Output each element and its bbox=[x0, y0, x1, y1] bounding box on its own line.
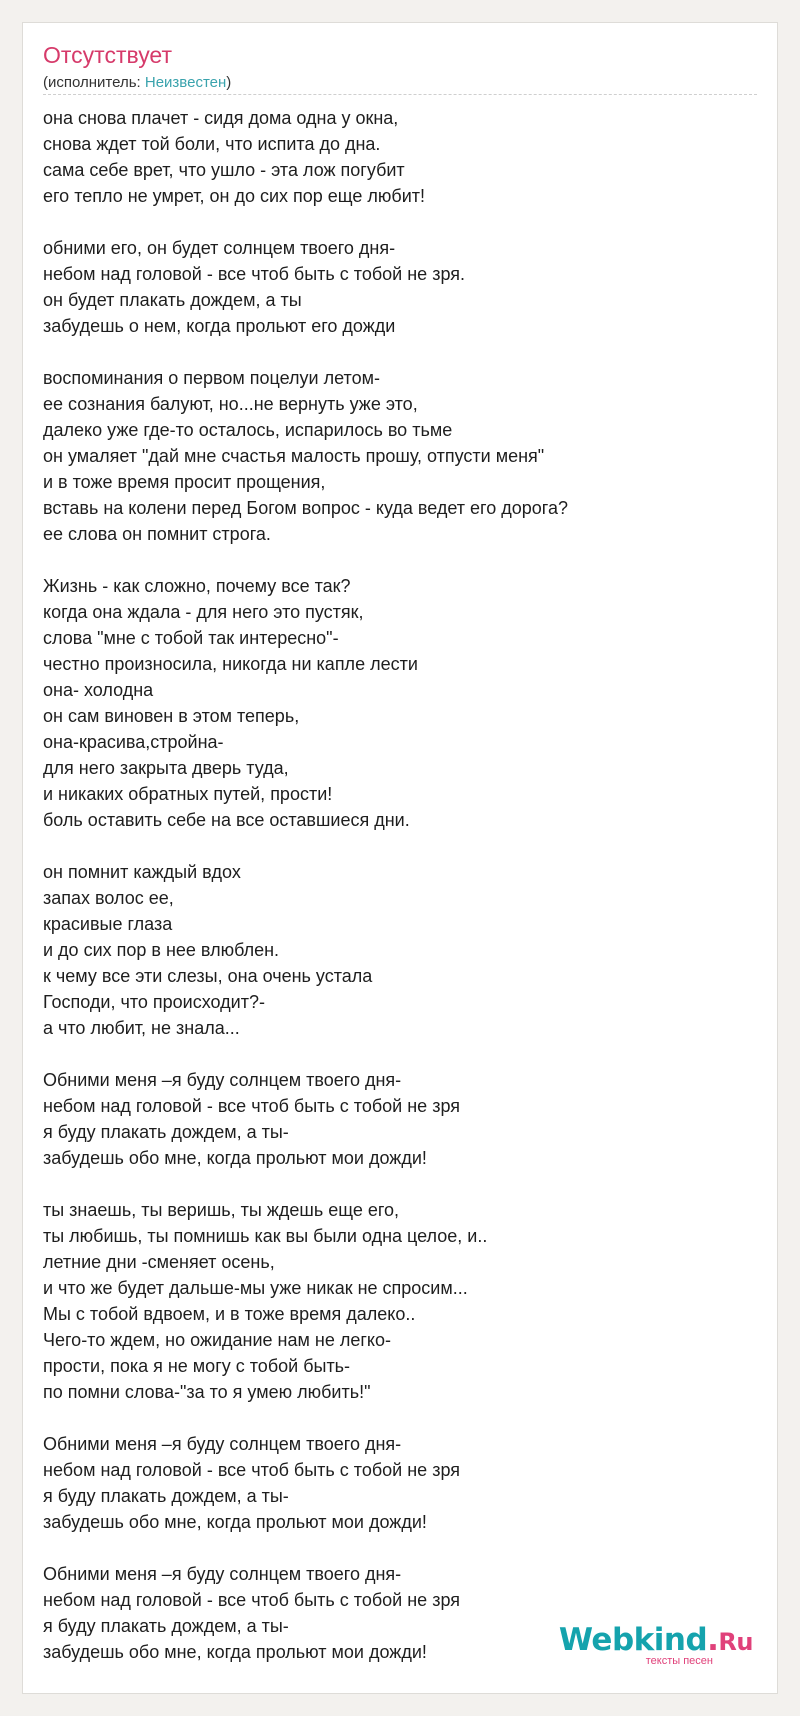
lyric-line: а что любит, не знала... bbox=[43, 1018, 240, 1038]
lyric-line: забудешь обо мне, когда прольют мои дожди! bbox=[43, 1642, 427, 1662]
lyric-line: для него закрыта дверь туда, bbox=[43, 758, 289, 778]
lyric-line: его тепло не умрет, он до сих пор еще любит! bbox=[43, 186, 426, 206]
lyric-line: к чему все эти слезы, она очень устала bbox=[43, 966, 373, 986]
lyric-line: Обними меня –я буду солнцем твоего дня- bbox=[43, 1564, 402, 1584]
lyric-line: Обними меня –я буду солнцем твоего дня- bbox=[43, 1434, 402, 1454]
lyric-line: боль оставить себе на все оставшиеся дни. bbox=[43, 810, 410, 830]
lyrics-body bbox=[43, 105, 763, 1691]
lyrics-card bbox=[22, 22, 778, 1694]
artist-suffix: ) bbox=[226, 74, 232, 91]
lyric-line: Господи, что происходит?- bbox=[43, 992, 265, 1012]
lyric-line: ты знаешь, ты веришь, ты ждешь еще его, bbox=[43, 1200, 400, 1220]
lyric-line: он помнит каждый вдох bbox=[43, 862, 241, 882]
lyric-line: я буду плакать дождем, а ты- bbox=[43, 1486, 289, 1506]
lyric-line: снова ждет той боли, что испита до дна. bbox=[43, 134, 381, 154]
lyric-line: забудешь о нем, когда прольют его дожди bbox=[43, 316, 396, 336]
lyric-line: ты любишь, ты помнишь как вы были одна целое, и.. bbox=[43, 1226, 488, 1246]
stanza bbox=[43, 105, 763, 209]
lyric-line: я буду плакать дождем, а ты- bbox=[43, 1122, 289, 1142]
stanza bbox=[43, 1197, 763, 1405]
webkind-logo[interactable] bbox=[553, 1621, 753, 1671]
lyric-line: он сам виновен в этом теперь, bbox=[43, 706, 300, 726]
lyric-line: сама себе врет, что ушло - эта лож погубит bbox=[43, 160, 405, 180]
lyric-line: Жизнь - как сложно, почему все так? bbox=[43, 576, 351, 596]
lyric-line: он будет плакать дождем, а ты bbox=[43, 290, 302, 310]
lyric-line: честно произносила, никогда ни капле лести bbox=[43, 654, 418, 674]
stanza bbox=[43, 365, 763, 547]
lyric-line: и никаких обратных путей, прости! bbox=[43, 784, 333, 804]
lyric-line: обними его, он будет солнцем твоего дня- bbox=[43, 238, 396, 258]
lyric-line: прости, пока я не могу с тобой быть- bbox=[43, 1356, 351, 1376]
lyric-line: запах волос ее, bbox=[43, 888, 174, 908]
lyric-line: забудешь обо мне, когда прольют мои дожди! bbox=[43, 1512, 427, 1532]
lyric-line: забудешь обо мне, когда прольют мои дожди! bbox=[43, 1148, 427, 1168]
lyric-line: он умаляет "дай мне счастья малость прошу, отпусти меня" bbox=[43, 446, 545, 466]
lyric-line: слова "мне с тобой так интересно"- bbox=[43, 628, 339, 648]
lyric-line: небом над головой - все чтоб быть с тобой не зря. bbox=[43, 264, 465, 284]
lyric-line: небом над головой - все чтоб быть с тобой не зря bbox=[43, 1460, 460, 1480]
logo-dot: . bbox=[707, 1622, 719, 1658]
logo-tagline: тексты песен bbox=[645, 1655, 713, 1667]
artist-link[interactable]: Неизвестен bbox=[144, 74, 227, 91]
lyric-line: ее сознания балуют, но...не вернуть уже это, bbox=[43, 394, 418, 414]
stanza bbox=[43, 859, 763, 1041]
lyric-line: и что же будет дальше-мы уже никак не спросим... bbox=[43, 1278, 468, 1298]
song-title: Отсутствует bbox=[43, 42, 172, 68]
lyric-line: красивые глаза bbox=[43, 914, 173, 934]
logo-name: Webkind bbox=[558, 1622, 708, 1658]
lyric-line: Обними меня –я буду солнцем твоего дня- bbox=[43, 1070, 402, 1090]
lyric-line: и в тоже время просит прощения, bbox=[43, 472, 326, 492]
lyric-line: ее слова он помнит строга. bbox=[43, 524, 271, 544]
logo-tld: Ru bbox=[718, 1628, 753, 1656]
stanza bbox=[43, 1431, 763, 1535]
artist-line bbox=[43, 74, 231, 91]
lyric-line: летние дни -сменяет осень, bbox=[43, 1252, 275, 1272]
artist-prefix: (исполнитель: bbox=[43, 74, 145, 91]
lyric-line: я буду плакать дождем, а ты- bbox=[43, 1616, 289, 1636]
lyric-line: небом над головой - все чтоб быть с тобой не зря bbox=[43, 1096, 460, 1116]
lyric-line: Мы с тобой вдвоем, и в тоже время далеко.. bbox=[43, 1304, 416, 1324]
lyric-line: она снова плачет - сидя дома одна у окна, bbox=[43, 108, 399, 128]
lyric-line: и до сих пор в нее влюблен. bbox=[43, 940, 280, 960]
header-divider bbox=[43, 94, 757, 95]
lyric-line: далеко уже где-то осталось, испарилось во тьме bbox=[43, 420, 453, 440]
lyric-line: вставь на колени перед Богом вопрос - куда ведет его дорога? bbox=[43, 498, 568, 518]
lyric-line: небом над головой - все чтоб быть с тобой не зря bbox=[43, 1590, 460, 1610]
stanza bbox=[43, 573, 763, 833]
lyric-line: по помни слова-"за то я умею любить!" bbox=[43, 1382, 371, 1402]
lyric-line: когда она ждала - для него это пустяк, bbox=[43, 602, 364, 622]
lyric-line: она- холодна bbox=[43, 680, 154, 700]
stanza bbox=[43, 235, 763, 339]
lyric-line: воспоминания о первом поцелуи летом- bbox=[43, 368, 380, 388]
stanza bbox=[43, 1067, 763, 1171]
lyric-line: она-красива,стройна- bbox=[43, 732, 224, 752]
lyric-line: Чего-то ждем, но ожидание нам не легко- bbox=[43, 1330, 391, 1350]
